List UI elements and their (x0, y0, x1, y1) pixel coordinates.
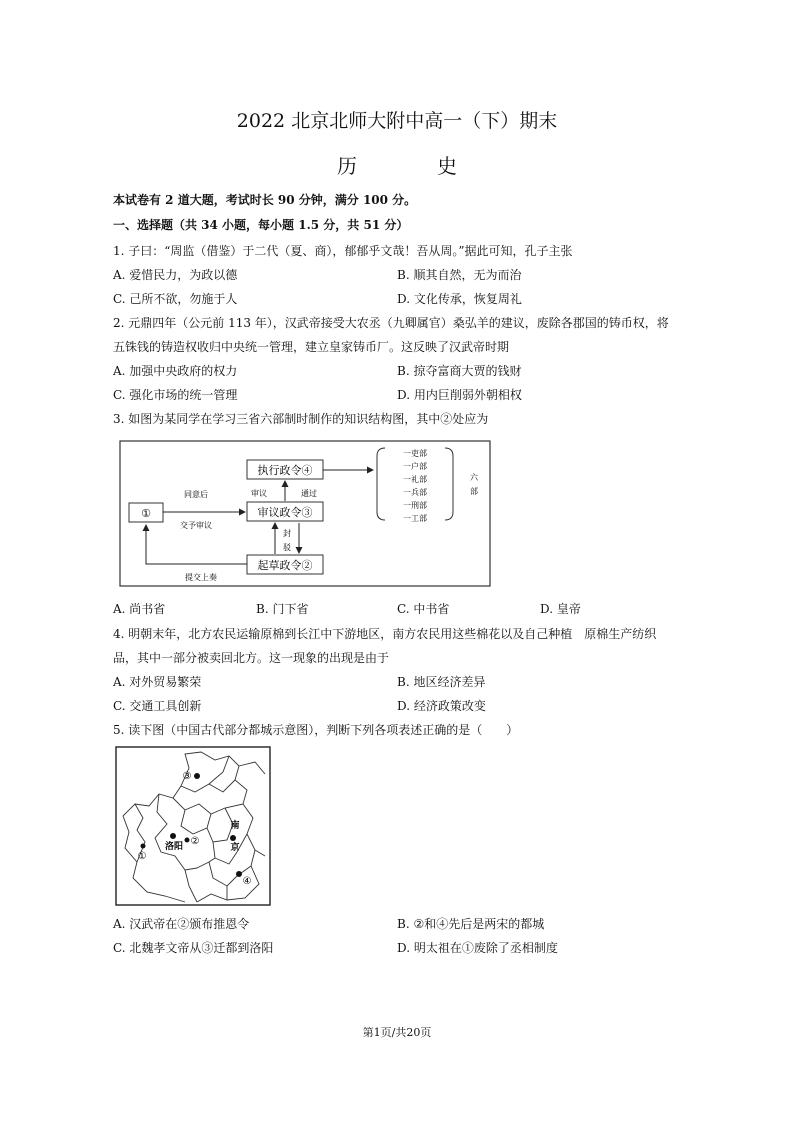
seal-label: 封 (283, 529, 291, 538)
bu-label: 部 (470, 487, 478, 496)
section-heading: 一、选择题（共 34 小题，每小题 1.5 分，共 51 分） (113, 218, 409, 232)
question-3-stem: 3. 如图为某同学在学习三省六部制时制作的知识结构图，其中②处应为 (113, 412, 489, 426)
reject-label: 驳 (283, 543, 291, 552)
ministry-list (403, 448, 427, 523)
ministry-item: 一工部 (403, 514, 427, 523)
question-4-option-c: C. 交通工具创新 (113, 699, 202, 713)
map-mark-2: ② (190, 836, 200, 847)
question-4-option-b: B. 地区经济差异 (397, 675, 486, 689)
question-1-option-d: D. 文化传承，恢复周礼 (397, 292, 522, 306)
map-label-luoyang: 洛阳 (164, 842, 184, 852)
question-5-option-d: D. 明太祖在①废除了丞相制度 (397, 941, 558, 955)
three-departments-diagram (119, 440, 493, 588)
exam-intro: 本试卷有 2 道大题，考试时长 90 分钟，满分 100 分。 (113, 193, 417, 207)
subject-title: 历 史 (337, 154, 487, 178)
question-2-stem-line2: 五铢钱的铸造权收归中央统一管理，建立皇家铸币厂。这反映了汉武帝时期 (113, 340, 510, 354)
question-1-option-a: A. 爱惜民力，为政以德 (113, 268, 238, 282)
question-3-option-b: B. 门下省 (256, 602, 309, 616)
question-2-option-d: D. 用内巨削弱外朝相权 (397, 388, 522, 402)
map-mark-1: ① (137, 851, 147, 862)
map-mark-4: ④ (242, 876, 252, 887)
question-4-option-a: A. 对外贸易繁荣 (113, 675, 202, 689)
question-5-option-c: C. 北魏孝文帝从③迁都到洛阳 (113, 941, 274, 955)
question-4-stem-line1: 4. 明朝末年，北方农民运输原棉到长江中下游地区，南方农民用这些棉花以及自己种植 原棉生产纺织 (113, 627, 657, 641)
question-1-option-c: C. 己所不欲，勿施于人 (113, 292, 238, 306)
ministry-item: 一刑部 (403, 501, 427, 510)
ancient-capitals-map (115, 746, 271, 906)
agree-label: 同意后 (184, 490, 208, 499)
box-1-label: ① (141, 507, 151, 520)
question-2-option-a: A. 加强中央政府的权力 (113, 364, 238, 378)
exec-label: 执行政令④ (257, 464, 313, 477)
submit-up-label: 提交上奏 (185, 573, 217, 582)
map-label-nan: 南 (230, 821, 240, 831)
page-footer: 第1页/共20页 (362, 1026, 432, 1039)
six-label: 六 (470, 473, 478, 482)
pass-label: 通过 (301, 489, 317, 498)
question-1-option-b: B. 顺其自然，无为而治 (397, 268, 522, 282)
question-5-option-b: B. ②和④先后是两宋的都城 (397, 917, 545, 931)
draft-label: 起草政令② (257, 559, 313, 572)
question-3-option-a: A. 尚书省 (113, 602, 166, 616)
ministry-item: 一吏部 (403, 449, 427, 458)
ministry-item: 一户部 (403, 462, 427, 471)
page-title: 2022 北京北师大附中高一（下）期末 (236, 110, 558, 132)
map-label-jing: 京 (230, 843, 240, 853)
question-4-option-d: D. 经济政策改变 (397, 699, 486, 713)
ministry-item: 一礼部 (403, 475, 427, 484)
question-5-option-a: A. 汉武帝在②颁布推恩令 (113, 917, 250, 931)
question-1-stem: 1. 子曰：“周监（借鉴）于二代（夏、商），郁郁乎文哉！吾从周。”据此可知，孔子主张 (113, 244, 573, 258)
question-3-option-d: D. 皇帝 (540, 602, 581, 616)
question-2-option-c: C. 强化市场的统一管理 (113, 388, 238, 402)
ministry-item: 一兵部 (403, 488, 427, 497)
question-2-option-b: B. 掠夺富商大贾的钱财 (397, 364, 522, 378)
question-5-stem: 5. 读下图（中国古代部分都城示意图），判断下列各项表述正确的是（ ） (113, 723, 519, 737)
question-2-stem-line1: 2. 元鼎四年（公元前 113 年），汉武帝接受大农丞（九卿属官）桑弘羊的建议，废除各郡国的铸币权，将 (113, 316, 669, 330)
map-mark-3: ③ (182, 771, 192, 782)
submit-review-label: 交予审议 (180, 521, 212, 530)
audit-label: 审议 (251, 489, 267, 498)
question-4-stem-line2: 品，其中一部分被卖回北方。这一现象的出现是由于 (113, 651, 390, 665)
review-label: 审议政令③ (257, 506, 313, 519)
question-3-option-c: C. 中书省 (397, 602, 450, 616)
